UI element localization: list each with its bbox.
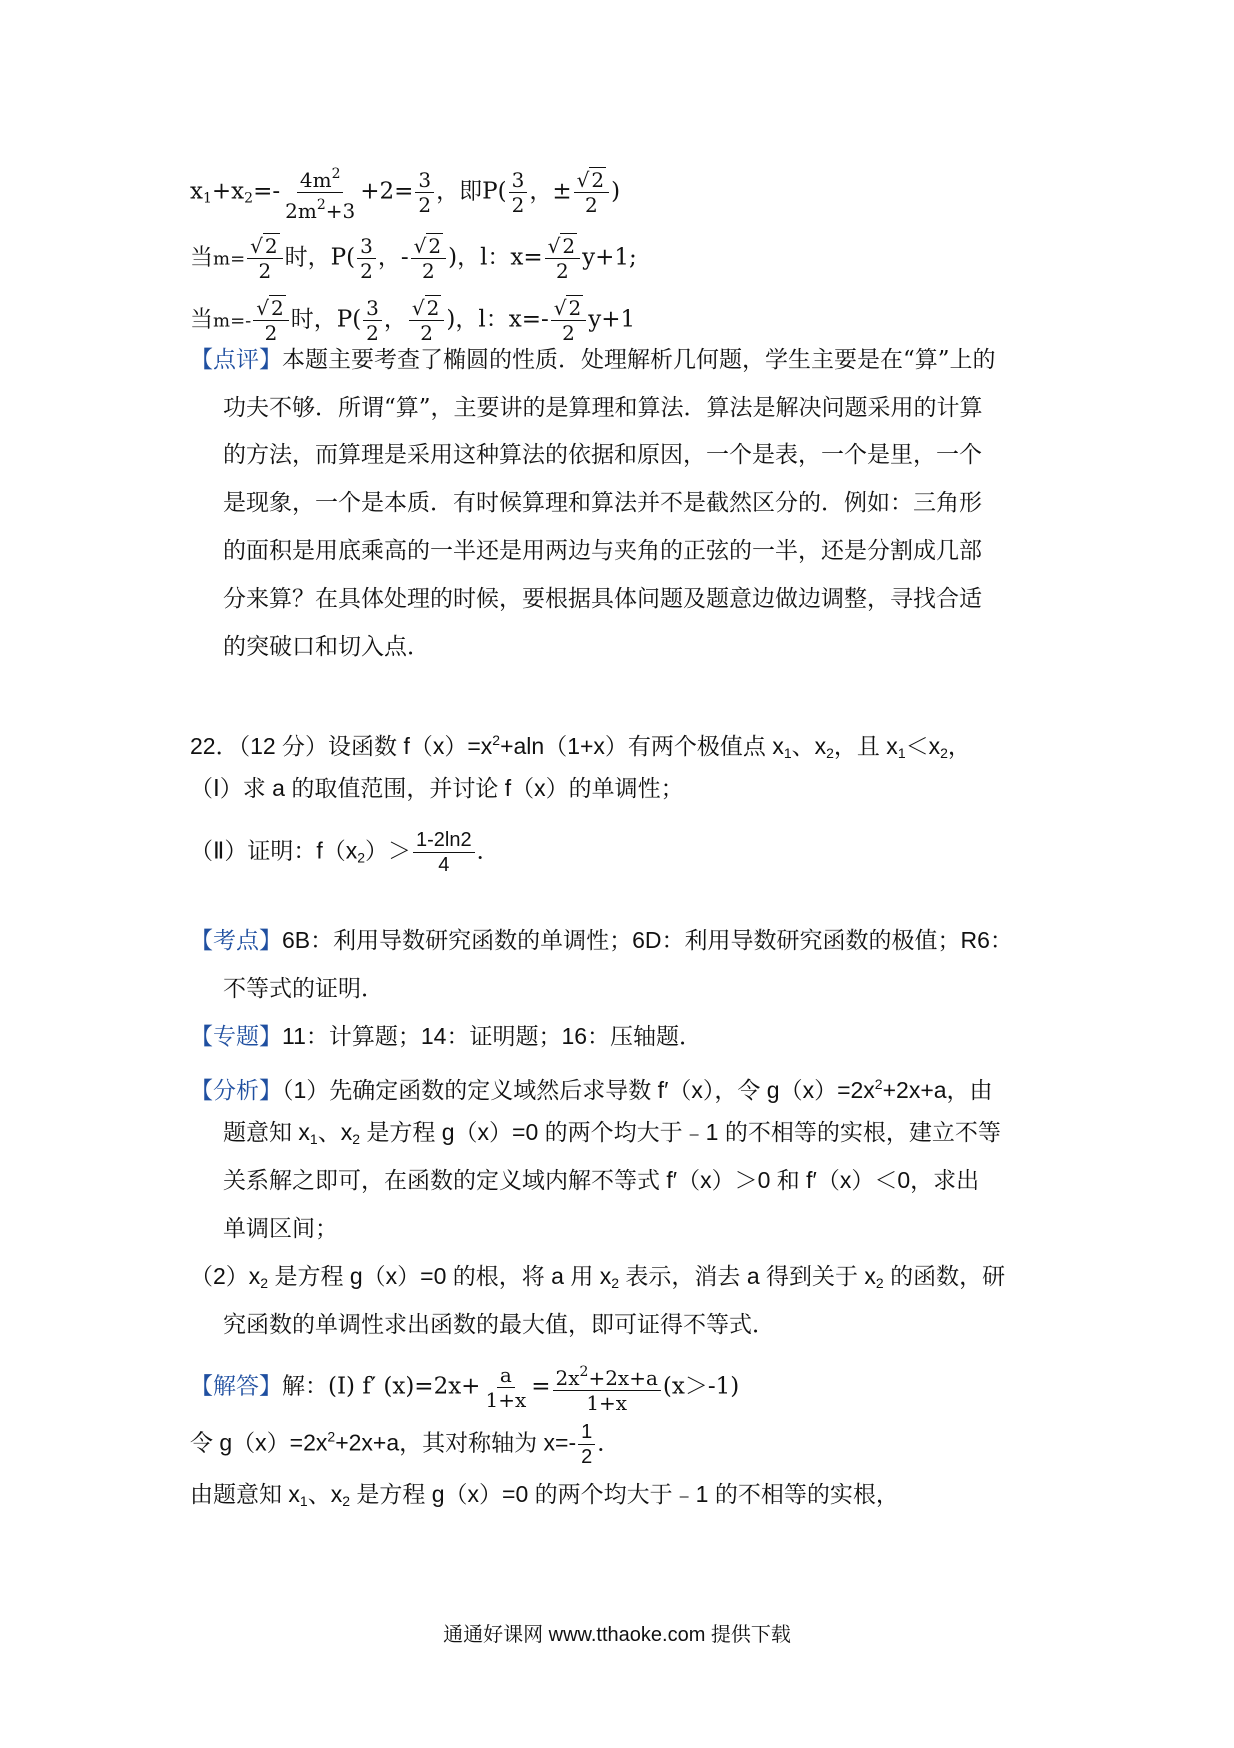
fraction: $\frac{1-2\ln 2}{4}$ <box>413 828 475 877</box>
dianping-line-2: 功夫不够．所谓“算”，主要讲的是算理和算法．算法是解决问题采用的计算 <box>223 395 983 421</box>
zhuanti-tag: 【专题】 <box>190 1023 282 1049</box>
fenxi-line-4: 单调区间； <box>223 1215 338 1241</box>
dianping-tag: 【点评】 <box>190 347 282 373</box>
dianping-line-1: 【点评】本题主要考查了椭圆的性质．处理解析几何题，学生主要是在“算”上的 <box>190 347 996 373</box>
dianping-line-7: 的突破口和切入点． <box>223 634 430 660</box>
equation-sum-roots: $x_1+x_2=-$ $\frac{4m^2}{2m^2+3}$ +2= $\frac{3}{2}$ ，即P( $\frac{3}{2}$ ，± $\frac{√ 2}{2}$ ) <box>190 162 620 223</box>
fraction: $\frac{√ 2}{2}$ <box>551 296 586 345</box>
jieda-tag: 【解答】 <box>190 1372 282 1399</box>
jieda-line-1: 【解答】解：(Ⅰ) f′ (x)=2x+ $\frac{a}{1+x}$ = $\frac{2x^2+2x+a}{1+x}$ (x＞-1) <box>190 1360 739 1415</box>
jieda-line-2: 令 $g(x)=2x^2+2x+a$，其对称轴为 x=- $\frac{1}{2}$ ． <box>190 1421 621 1468</box>
fenxi-tag: 【分析】 <box>190 1077 282 1103</box>
fraction: $\frac{√ 2}{2}$ <box>409 296 444 345</box>
case-m-negative: 当m=- $\frac{√ 2}{2}$ 时，P( $\frac{3}{2}$ ， $\frac{√ 2}{2}$ )，l：x=- $\frac{√ 2}{2}$ y+1 <box>190 296 636 345</box>
fraction: $\frac{√ 2}{2}$ <box>411 234 446 283</box>
dianping-line-3: 的方法，而算理是采用这种算法的依据和原因，一个是表，一个是里，一个 <box>223 442 982 468</box>
fraction: $\frac{4m^2}{2m^2+3}$ <box>282 162 358 223</box>
kaodian-tag: 【考点】 <box>190 927 282 953</box>
fraction: $\frac{3}{2}$ <box>363 296 382 345</box>
fenxi-line-6: 究函数的单调性求出函数的最大值，即可证得不等式． <box>223 1311 775 1337</box>
question-22-part-2: （Ⅱ）证明：$f(x_2)>$ $\frac{1-2\ln 2}{4}$ ． <box>190 829 500 876</box>
fraction: $\frac{√ 2}{2}$ <box>574 168 609 217</box>
question-22-part-1: （Ⅰ）求 a 的取值范围，并讨论 f（x）的单调性； <box>190 775 684 801</box>
fraction: $\frac{a}{1+x}$ <box>485 1363 527 1412</box>
fraction: $\frac{1}{2}$ <box>578 1420 595 1469</box>
fenxi-line-5: $(2)x_2$ 是方程 g（x）=0 的根，将 a 用 $x_2$ 表示，消去 a 得到关于 $x_2$ 的函数，研 <box>190 1263 1006 1291</box>
dianping-line-6: 分来算？在具体处理的时候，要根据具体问题及题意边做边调整，寻找合适 <box>223 586 982 612</box>
fenxi-line-1: 【分析】（1）先确定函数的定义域然后求导数 f′（x），令 $g(x)=2x^2+2x+a$，由 <box>190 1076 993 1103</box>
zhuanti-line: 【专题】11：计算题；14：证明题；16：压轴题． <box>190 1023 703 1049</box>
dianping-line-5: 的面积是用底乘高的一半还是用两边与夹角的正弦的一半，还是分割成几部 <box>223 538 982 564</box>
fraction: $\frac{√ 2}{2}$ <box>247 234 282 283</box>
kaodian-line-2: 不等式的证明． <box>223 975 384 1001</box>
jieda-line-3: 由题意知 $x_1$、$x_2$ 是方程 g（x）=0 的两个均大于﹣1 的不相等的实根， <box>190 1481 899 1509</box>
dianping-line-4: 是现象，一个是本质．有时候算理和算法并不是截然区分的．例如：三角形 <box>223 490 982 516</box>
fraction: $\frac{3}{2}$ <box>415 168 434 217</box>
fenxi-line-3: 关系解之即可，在函数的定义域内解不等式 f′（x）＞0 和 f′（x）＜0，求出 <box>223 1167 980 1193</box>
fraction: $\frac{3}{2}$ <box>509 168 528 217</box>
fraction: $\frac{2x^2+2x+a}{1+x}$ <box>553 1360 661 1415</box>
case-m-positive: 当m= $\frac{√ 2}{2}$ 时，P( $\frac{3}{2}$ ，- $\frac{√ 2}{2}$ )，l：x= $\frac{√ 2}{2}$ y+1; <box>190 234 637 283</box>
fenxi-line-2: 题意知 $x_1$、$x_2$ 是方程 g（x）=0 的两个均大于﹣1 的不相等的实根，建立不等 <box>223 1119 1001 1147</box>
question-22-stem: 22．（12 分）设函数 $f(x)=x^2+aln(1+x)$有两个极值点 $x_1$、$x_2$，且 $x_1<x_2$， <box>190 732 971 761</box>
fraction: $\frac{√ 2}{2}$ <box>253 296 288 345</box>
fraction: $\frac{√ 2}{2}$ <box>545 234 580 283</box>
footer-watermark-text: 通通好课网 www.tthaoke.com 提供下载 <box>443 1624 791 1646</box>
kaodian-line-1: 【考点】6B：利用导数研究函数的单调性；6D：利用导数研究函数的极值；R6： <box>190 927 1013 953</box>
fraction: $\frac{3}{2}$ <box>357 234 376 283</box>
